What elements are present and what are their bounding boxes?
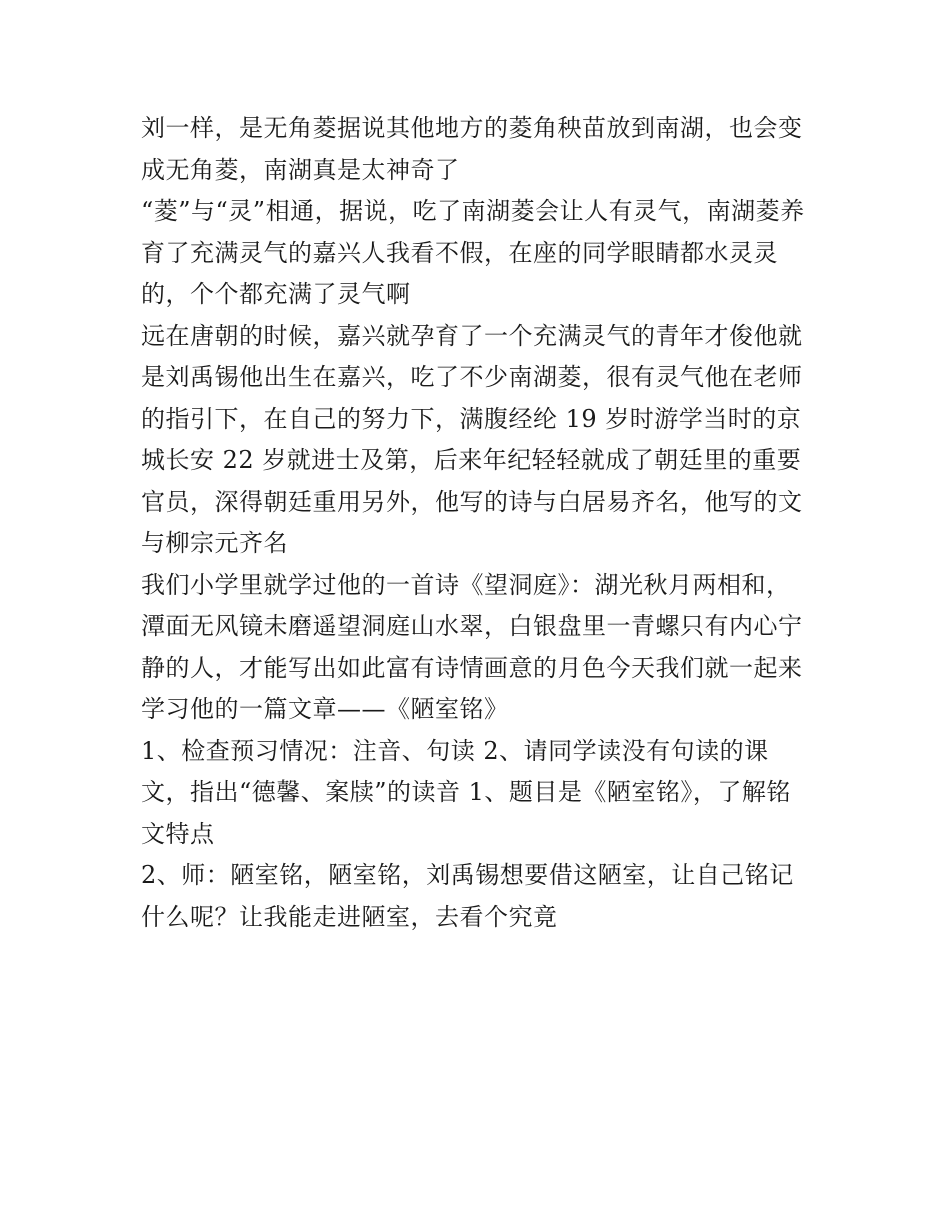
text-line: 什么呢？让我能走进陋室，去看个究竟 — [141, 902, 558, 931]
text-line: 官员，深得朝廷重用另外，他写的诗与白居易齐名，他写的文 — [141, 487, 803, 516]
text-line: 学习他的一篇文章——《陋室铭》 — [141, 695, 509, 723]
text-line: 育了充满灵气的嘉兴人我看不假，在座的同学眼睛都水灵灵 — [141, 238, 778, 267]
text-line: 静的人，才能写出如此富有诗情画意的月色今天我们就一起来 — [141, 653, 803, 682]
text-line: 1、检查预习情况：注音、句读 2、请同学读没有句读的课 — [141, 736, 769, 765]
text-line: 成无角菱，南湖真是太神奇了 — [141, 155, 460, 184]
text-line: “菱”与“灵”相通，据说，吃了南湖菱会让人有灵气，南湖菱养 — [141, 197, 805, 225]
text-line: 与柳宗元齐名 — [141, 529, 288, 557]
text-line: 文，指出“德馨、案牍”的读音 1、题目是《陋室铭》，了解铭 — [141, 778, 791, 806]
text-line: 远在唐朝的时候，嘉兴就孕育了一个充满灵气的青年才俊他就 — [141, 321, 803, 350]
text-line: 潭面无风镜未磨遥望洞庭山水翠，白银盘里一青螺只有内心宁 — [141, 612, 803, 640]
text-line: 2、师：陋室铭，陋室铭，刘禹锡想要借这陋室，让自己铭记 — [141, 861, 794, 889]
text-line: 的指引下，在自己的努力下，满腹经纶 19 岁时游学当时的京 — [141, 404, 802, 433]
text-line: 是刘禹锡他出生在嘉兴，吃了不少南湖菱，很有灵气他在老师 — [141, 363, 803, 391]
text-line: 城长安 22 岁就进士及第，后来年纪轻轻就成了朝廷里的重要 — [141, 446, 802, 474]
text-line: 的，个个都充满了灵气啊 — [141, 280, 411, 308]
document-body — [141, 108, 821, 938]
text-line: 刘一样，是无角菱据说其他地方的菱角秧苗放到南湖，也会变 — [141, 114, 803, 142]
text-line: 文特点 — [141, 819, 215, 848]
text-line: 我们小学里就学过他的一首诗《望洞庭》：湖光秋月两相和， — [141, 570, 791, 599]
